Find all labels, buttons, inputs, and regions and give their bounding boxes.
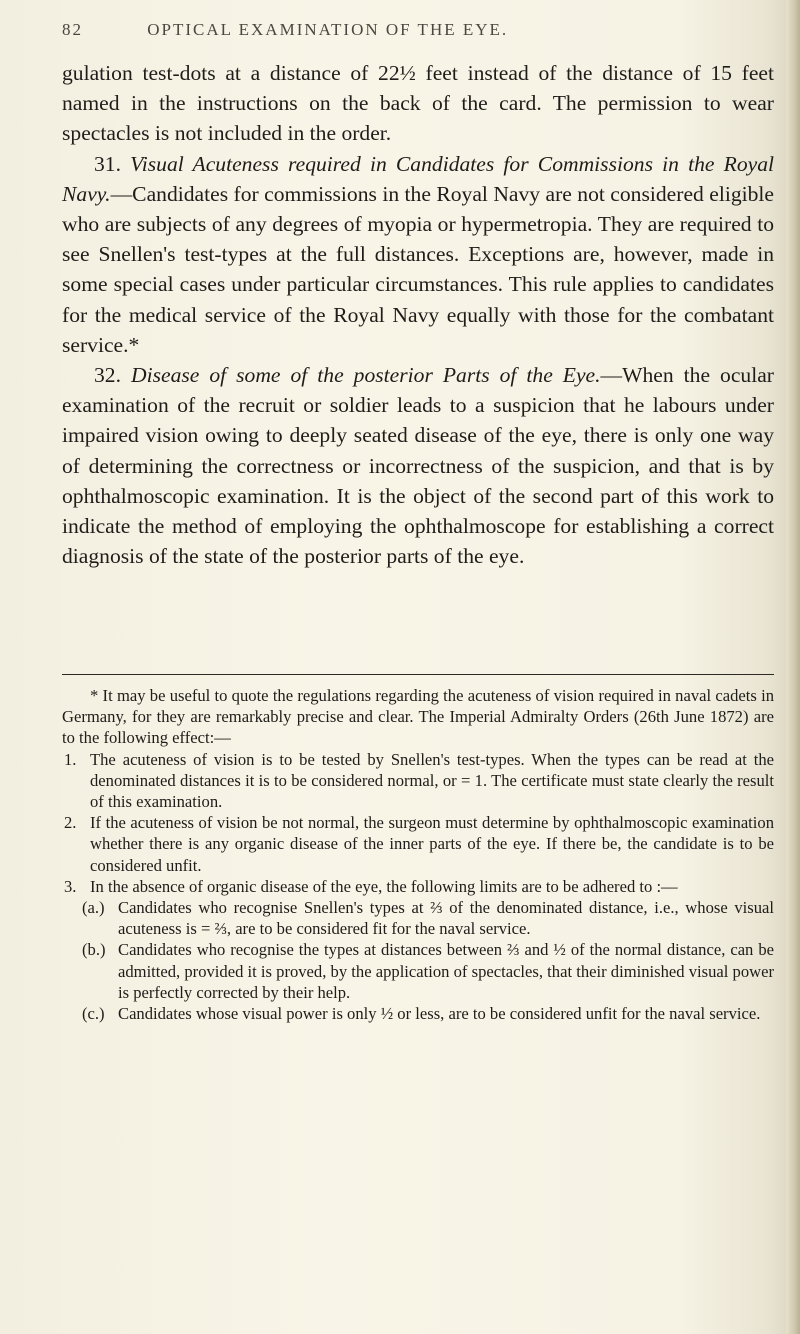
footnote bbox=[62, 685, 774, 1024]
footnote-subitem bbox=[82, 939, 774, 1003]
running-head bbox=[62, 20, 762, 40]
footnote-subitem bbox=[82, 897, 774, 939]
section-31-heading: Visual Acuteness required in Candidates for Commissions in the Royal Navy. bbox=[62, 151, 774, 206]
footnote-item-number: 1. bbox=[64, 749, 77, 769]
section-31-text: —Candidates for commissions in the Royal Navy are not considered eligible who are subjects of any degrees of myopia or hypermetropia. They are required to see Snellen's test-types at the full distances. Exceptions are, however, made in some special cases under particular circumstances. This rule applies to candidates for the medical service of the Royal Navy equally with those for the combatant service.* bbox=[62, 181, 774, 357]
running-title: OPTICAL EXAMINATION OF THE EYE. bbox=[147, 20, 509, 39]
footnote-item-text: The acuteness of vision is to be tested by Snellen's test-types. When the types can be read at the denominated distances it is to be considered normal, or = 1. The certificate must state clearly the result of this examination. bbox=[90, 749, 774, 812]
section-32 bbox=[62, 360, 774, 571]
footnote-rule bbox=[62, 674, 774, 675]
footnote-subitem bbox=[82, 1003, 774, 1024]
footnote-intro: * It may be useful to quote the regulations regarding the acuteness of vision required in naval cadets in Germany, for they are remarkably precise and clear. The Imperial Admiralty Orders (26th June 1872) are to the following effect:— bbox=[62, 686, 774, 748]
footnote-subitem-letter: (c.) bbox=[82, 1004, 105, 1024]
footnote-item bbox=[64, 812, 774, 876]
paragraph-continuation: gulation test-dots at a distance of 22½ feet instead of the distance of 15 feet named in the instructions on the back of the card. The permission to wear spectacles is not included in the order. bbox=[62, 61, 774, 146]
footnote-item-number: 2. bbox=[64, 813, 77, 833]
page-number: 82 bbox=[62, 20, 83, 39]
page-edge bbox=[786, 0, 800, 1334]
section-32-heading: Disease of some of the posterior Parts of the Eye. bbox=[131, 363, 601, 388]
footnote-subitem-letter: (a.) bbox=[82, 898, 105, 918]
footnote-item bbox=[64, 749, 774, 813]
footnote-subitem-text: Candidates who recognise Snellen's types at ⅔ of the denominated distance, i.e., whose visual acuteness is = ⅔, are to be considered fit for the naval service. bbox=[118, 898, 774, 939]
main-text bbox=[62, 58, 774, 571]
footnote-subitem-letter: (b.) bbox=[82, 940, 106, 960]
footnote-subitem-text: Candidates whose visual power is only ½ or less, are to be considered unfit for the naval service. bbox=[118, 1004, 761, 1024]
section-32-number: 32. bbox=[94, 363, 121, 388]
section-31 bbox=[62, 149, 774, 360]
section-31-number: 31. bbox=[94, 151, 121, 176]
footnote-subitem-text: Candidates who recognise the types at distances between ⅔ and ½ of the normal distance, can be admitted, provided it is proved, by the application of spectacles, that their diminished visual power is perfectly corrected by their help. bbox=[118, 940, 774, 1002]
footnote-item-number: 3. bbox=[64, 876, 77, 896]
footnote-item-text: If the acuteness of vision be not normal, the surgeon must determine by ophthalmoscopic examination whether there is any organic disease of the inner parts of the eye. If there be, the candidate is to be considered unfit. bbox=[90, 813, 774, 875]
footnote-item-text: In the absence of organic disease of the eye, the following limits are to be adhered to :— bbox=[90, 876, 678, 896]
footnote-item bbox=[64, 876, 774, 897]
section-32-text: —When the ocular examination of the recruit or soldier leads to a suspicion that he labours under impaired vision owing to deeply seated disease of the eye, there is only one way of determining the correctness or incorrectness of the suspicion, and that is by ophthalmoscopic examination. It is the object of the second part of this work to indicate the method of employing the ophthalmoscope for establishing a correct diagnosis of the state of the posterior parts of the eye. bbox=[62, 363, 774, 569]
